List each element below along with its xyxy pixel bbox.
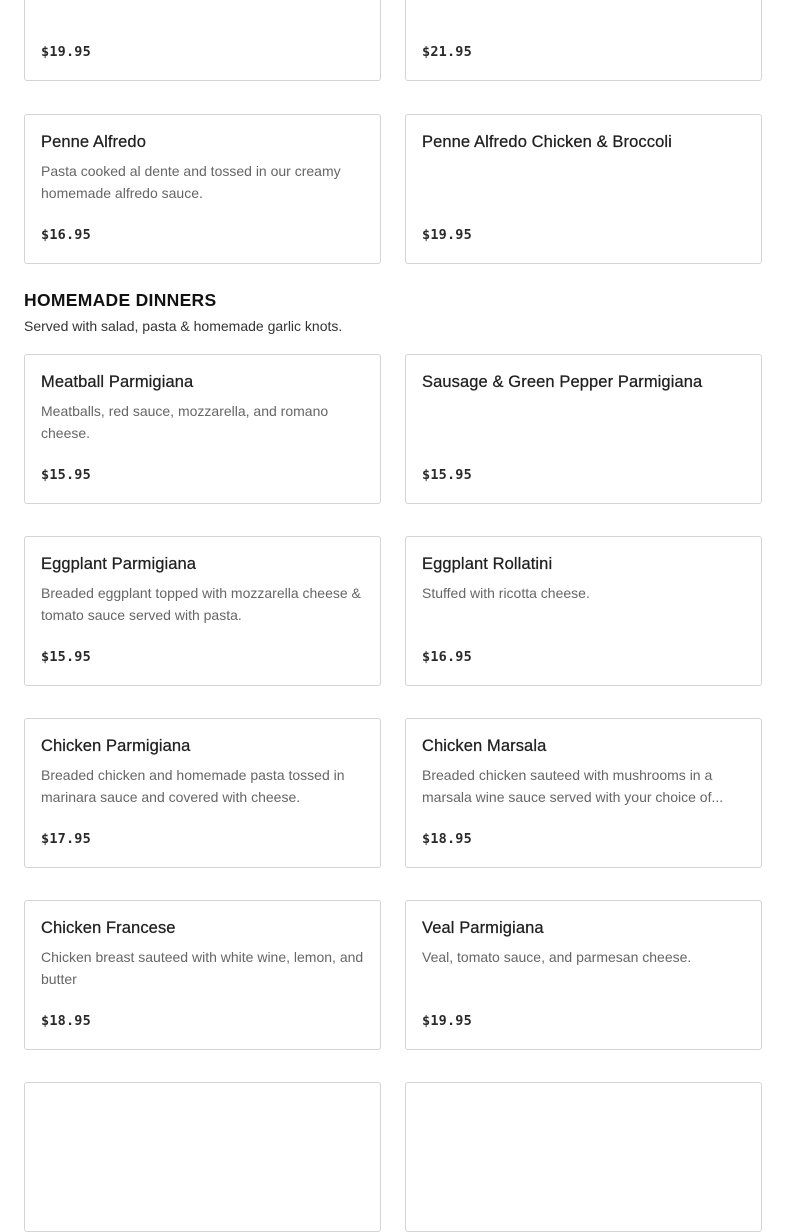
- menu-item-name: Meatball Parmigiana: [41, 373, 194, 391]
- menu-item-name: Eggplant Parmigiana: [41, 555, 197, 573]
- menu-item-description: Breaded eggplant topped with mozzarella cheese & tomato sauce served with pasta.: [41, 585, 361, 623]
- menu-item-price: $19.95: [422, 227, 472, 243]
- menu-item-description: Veal, tomato sauce, and parmesan cheese.: [422, 949, 692, 965]
- menu-item-price: $21.95: [422, 44, 472, 60]
- menu-item-card[interactable]: [24, 114, 381, 264]
- menu-item-name: Chicken Francese: [41, 919, 176, 937]
- menu-item-card[interactable]: [24, 536, 381, 686]
- menu-item-price: $18.95: [41, 1013, 91, 1029]
- menu-item-description: Stuffed with ricotta cheese.: [422, 585, 590, 601]
- menu-item-description: Breaded chicken sauteed with mushrooms in a marsala wine sauce served with your choice of...: [422, 767, 724, 805]
- menu-item-price: $16.95: [422, 649, 472, 665]
- menu-item-card[interactable]: [405, 114, 762, 264]
- menu-item-name: Sausage & Green Pepper Parmigiana: [422, 373, 703, 391]
- menu-item-description: Pasta cooked al dente and tossed in our creamy homemade alfredo sauce.: [41, 163, 341, 201]
- menu-item-card[interactable]: [24, 718, 381, 868]
- menu-item-card[interactable]: [24, 900, 381, 1050]
- menu-item-price: $15.95: [422, 467, 472, 483]
- menu-item-price: $17.95: [41, 831, 91, 847]
- menu-item-price: $15.95: [41, 649, 91, 665]
- menu-item-name: Chicken Parmigiana: [41, 737, 191, 755]
- menu-item-price: $18.95: [422, 831, 472, 847]
- menu-item-card[interactable]: [405, 1082, 762, 1232]
- menu-item-name: Penne Alfredo: [41, 133, 146, 151]
- menu-item-price: $15.95: [41, 467, 91, 483]
- menu-item-card[interactable]: [24, 1082, 381, 1232]
- menu-item-price: $19.95: [422, 1013, 472, 1029]
- menu-item-name: Veal Parmigiana: [422, 919, 544, 937]
- menu-item-card[interactable]: [24, 354, 381, 504]
- menu-item-card[interactable]: [405, 354, 762, 504]
- menu-item-price: $19.95: [41, 44, 91, 60]
- section-title: HOMEMADE DINNERS: [24, 290, 217, 310]
- menu-item-price: $16.95: [41, 227, 91, 243]
- section-subtitle: Served with salad, pasta & homemade garlic knots.: [24, 318, 343, 334]
- menu-item-card[interactable]: [24, 0, 381, 81]
- menu-item-name: Penne Alfredo Chicken & Broccoli: [422, 133, 672, 151]
- menu-item-name: Chicken Marsala: [422, 737, 547, 755]
- menu-item-card[interactable]: [405, 0, 762, 81]
- menu-item-card[interactable]: [405, 900, 762, 1050]
- menu-item-name: Eggplant Rollatini: [422, 555, 553, 573]
- menu-item-card[interactable]: [405, 536, 762, 686]
- menu-item-description: Breaded chicken and homemade pasta tossed in marinara sauce and covered with cheese.: [41, 767, 345, 805]
- menu-item-description: Meatballs, red sauce, mozzarella, and romano cheese.: [41, 403, 329, 441]
- menu-item-description: Chicken breast sauteed with white wine, lemon, and butter: [41, 949, 364, 987]
- menu-item-card[interactable]: [405, 718, 762, 868]
